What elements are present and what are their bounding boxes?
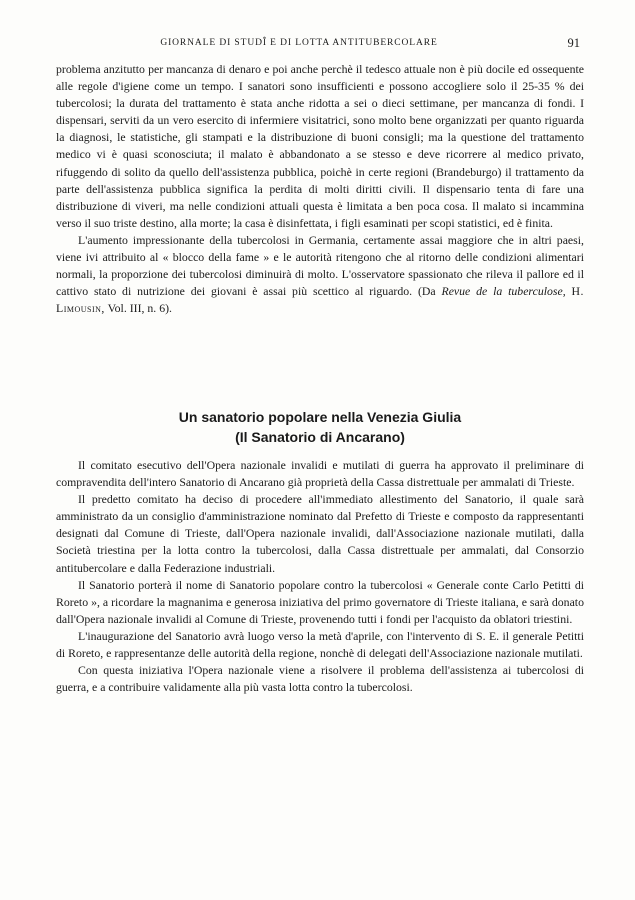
section-title: Un sanatorio popolare nella Venezia Giulia — [178, 409, 462, 425]
source-author: H. Limousin, — [56, 284, 584, 316]
body-paragraph-2: Il predetto comitato ha deciso di procedere all'immediato allestimento del Sanatorio, il quale sarà amministrato da un consiglio d'amministrazione nominato dal Prefetto di Trieste e composto da rappresentanti designati dal Comune di Trieste, dall'Opera nazionale invalidi, dall'Associazione nazionale mutilati, dalla Società triestina per la lotta contro la tubercolosi, dalla Cassa distrettuale per ammalati, dal Consorzio antitubercolare e dalla Federazione industriali. — [56, 492, 584, 575]
running-head — [60, 38, 580, 56]
continued-article — [56, 61, 584, 317]
paragraph-2-text: L'aumento impressionante della tubercolosi in Germania, certamente assai maggiore che in altri paesi, viene ivi attribuito al « blocco della fame » e le autorità ritengono che al ritorno delle condizioni alimentari normali, la proporzione dei tubercolosi diminuirà di molto. L'osservatore spassionato che rileva il pallore ed il cattivo stato di nutrizione dei giovani è assai più scettico al riguardo. (Da — [56, 232, 584, 299]
body-paragraph-5: Con questa iniziativa l'Opera nazionale viene a risolvere il problema dell'assistenza ai tubercolosi di guerra, e a contribuire validamente alla più vasta lotta contro la tubercolosi. — [56, 663, 584, 695]
section-subtitle: (Il Sanatorio di Ancarano) — [235, 429, 405, 445]
source-volume: Vol. III, n. 6). — [107, 301, 172, 316]
section-heading — [56, 407, 584, 447]
body-paragraph-1: Il comitato esecutivo dell'Opera nazionale invalidi e mutilati di guerra ha approvato il preliminare di compravendita dell'intero Sanatorio di Ancarano già proprietà della Cassa distrettuale per ammalati di Trieste. — [56, 458, 584, 490]
body-paragraph-4: L'inaugurazione del Sanatorio avrà luogo verso la metà d'aprile, con l'intervento di S. E. il generale Petitti di Roreto, e rappresentanze delle autorità della regione, nonchè di delegati dell'Associazione nazionale mutilati. — [56, 628, 584, 661]
continued-paragraph-2 — [56, 232, 584, 317]
source-journal: Revue de la tuberculose, — [441, 284, 566, 299]
continued-paragraph-1: problema anzitutto per mancanza di denaro e poi anche perchè il tedesco attuale non è più docile ed ossequente alle regole d'igiene come un tempo. I sanatori sono insufficienti e possono accogliere solo il 25-35 % dei tubercolosi; la durata del trattamento è stata anche ridotta a sei o dieci settimane, per mancanza di fondi. I dispensari, serviti da un vero esercito di infermiere visitatrici, sono molto bene organizzati per quanto riguarda la diagnosi, le statistiche, gli stampati e la distribuzione di buoni consigli; ma la questione del trattamento medico vi è quasi sconosciuta; il malato è abbandonato a se stesso e deve ricorrere al medico privato, rifuggendo di solito da quello dell'assistenza pubblica, poichè in certe regioni (Brandeburgo) il trattamento da parte dell'assistenza pubblica significa la perdita di molti diritti civili. Il dispensario tenta di fare una distribuzione di viveri, ma nelle condizioni attuali questa è limitata a ben poca cosa. Il malato si incammina verso il suo triste destino, alla morte; la casa è disinfettata, i figli esaminati per scopi statistici, ed è finita. — [56, 62, 584, 230]
page-number: 91 — [567, 36, 580, 50]
article-body — [56, 457, 584, 696]
running-head-title: GIORNALE DI STUDÎ E DI LOTTA ANTITUBERCOLARE — [160, 38, 438, 48]
body-paragraph-3: Il Sanatorio porterà il nome di Sanatorio popolare contro la tubercolosi « Generale conte Carlo Petitti di Roreto », a ricordare la magnanima e generosa iniziativa del primo governatore di Trieste italiana, e sarà donato dall'Opera nazionale invalidi al Comune di Trieste, provenendo tutti i fondi per l'acquisto da oblatori triestini. — [56, 577, 584, 626]
